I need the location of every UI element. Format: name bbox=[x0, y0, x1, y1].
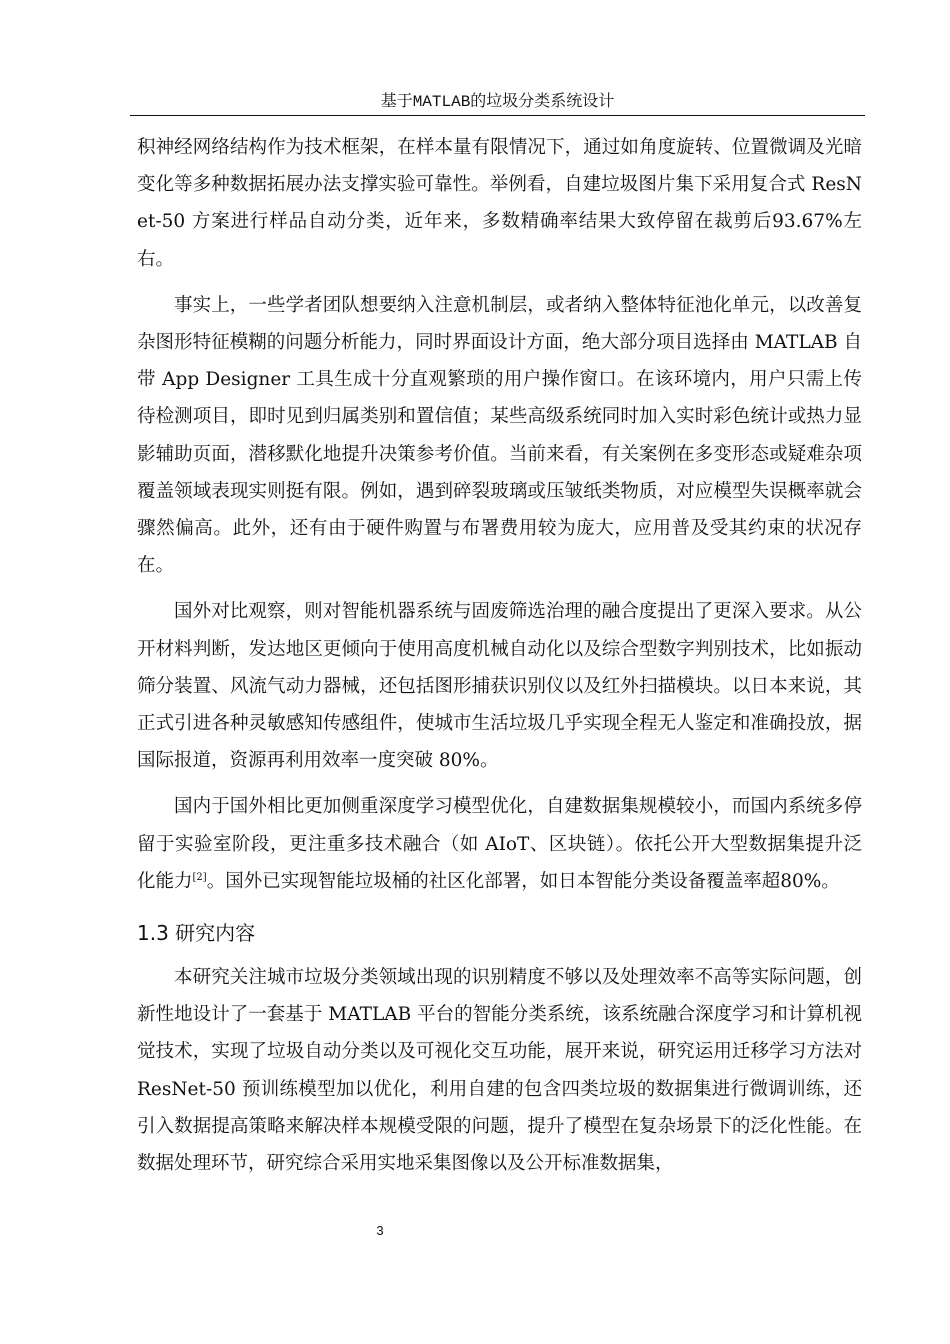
paragraph-attention-mechanism: 事实上，一些学者团队想要纳入注意机制层，或者纳入整体特征池化单元，以改善复杂图形特征模糊的问题分析能力，同时界面设计方面，绝大部分项目选择由 MATLAB 自带 App Designer 工具生成十分直观繁琐的用户操作窗口。在该环境内，用户只需上传待检测项目，即时见到归属类别和置信值；某些高级系统同时加入实时彩色统计或热力显影辅助页面，潜移默化地提升决策参考价值。当前来看，有关案例在多变形态或疑难杂项覆盖领域表现实则挺有限。例如，遇到碎裂玻璃或压皱纸类物质，对应模型失误概率就会骤然偏高。此外，还有由于硬件购置与布署费用较为庞大，应用普及受其约束的状况存在。 bbox=[137, 294, 862, 577]
paragraph-text: 。国外已实现智能垃圾桶的社区化部署，如日本智能分类设备覆盖率超80%。 bbox=[206, 870, 840, 892]
paragraph-continuation: 积神经网络结构作为技术框架，在样本量有限情况下，通过如角度旋转、位置微调及光暗变化等多种数据拓展办法支撑实验可靠性。举例看，自建垃圾图片集下采用复合式 ResNet-50 方案进行样品自动分类，近年来，多数精确率结果大致停留在裁剪后93.67%左右。 bbox=[137, 137, 862, 270]
page-body bbox=[137, 129, 862, 1182]
section-heading-research-content: 1.3 研究内容 bbox=[137, 921, 256, 946]
running-header-title: 基于MATLAB的垃圾分类系统设计 bbox=[380, 93, 615, 111]
citation-reference: [2] bbox=[192, 871, 207, 883]
paragraph-domestic-comparison bbox=[137, 788, 862, 900]
page-number: 3 bbox=[376, 1223, 384, 1238]
header-rule bbox=[130, 115, 865, 116]
paragraph-foreign-comparison: 国外对比观察，则对智能机器系统与固废筛选治理的融合度提出了更深入要求。从公开材料判断，发达地区更倾向于使用高度机械自动化以及综合型数字判别技术，比如振动筛分装置、风流气动力器械，还包括图形捕获识别仪以及红外扫描模块。以日本来说，其正式引进各种灵敏感知传感组件，使城市生活垃圾几乎实现全程无人鉴定和准确投放，据国际报道，资源再利用效率一度突破 80%。 bbox=[137, 601, 862, 772]
paragraph-research-content: 本研究关注城市垃圾分类领域出现的识别精度不够以及处理效率不高等实际问题，创新性地设计了一套基于 MATLAB 平台的智能分类系统，该系统融合深度学习和计算机视觉技术，实现了垃圾自动分类以及可视化交互功能，展开来说，研究运用迁移学习方法对 ResNet-50 预训练模型加以优化，利用自建的包含四类垃圾的数据集进行微调训练，还引入数据提高策略来解决样本规模受限的问题，提升了模型在复杂场景下的泛化性能。在数据处理环节，研究综合采用实地采集图像以及公开标准数据集， bbox=[137, 967, 862, 1175]
paragraph-text: 国内于国外相比更加侧重深度学习模型优化，自建数据集规模较小，而国内系统多停留于实验室阶段，更注重多技术融合（如 AIoT、区块链）。依托公开大型数据集提升泛化能力 bbox=[137, 796, 862, 892]
